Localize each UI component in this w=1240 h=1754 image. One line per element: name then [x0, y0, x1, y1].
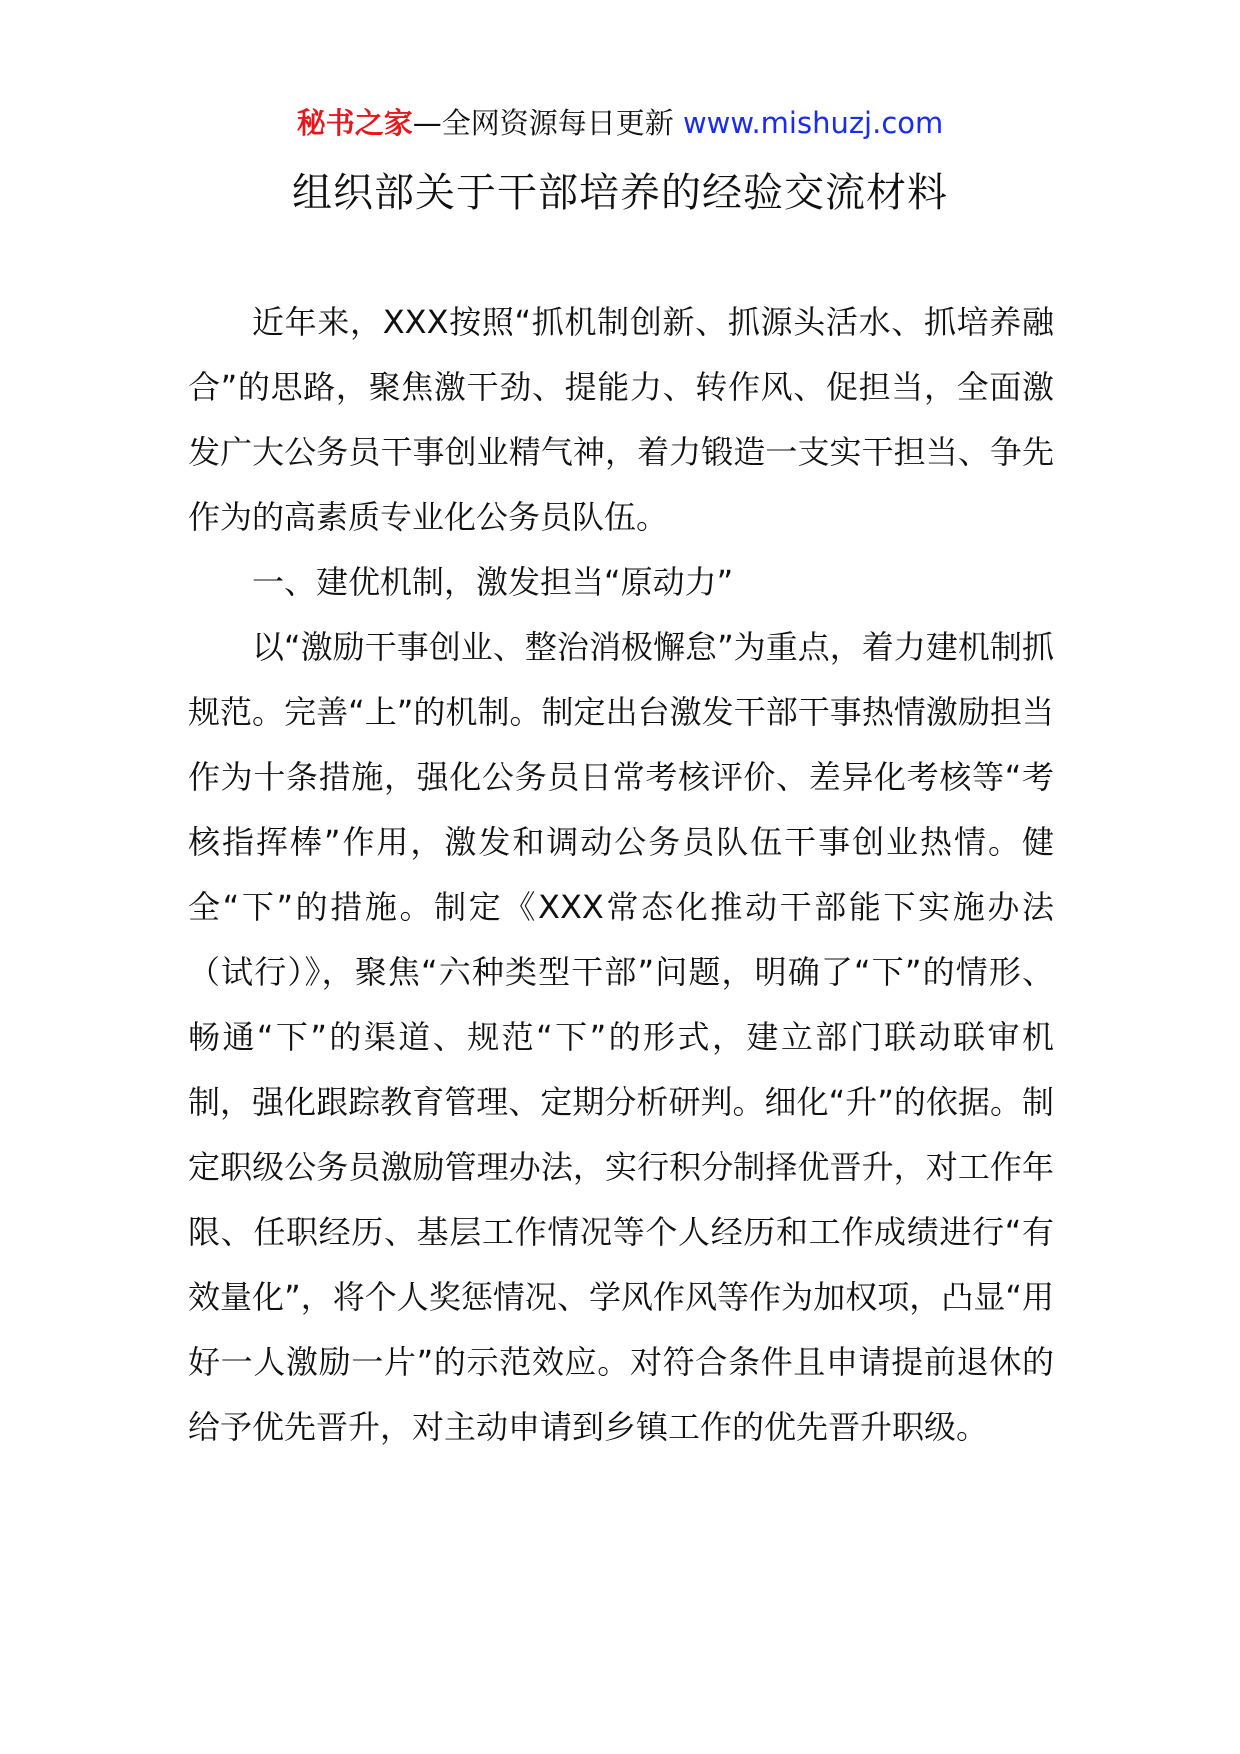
site-url-link[interactable]: www.mishuzj.com: [682, 106, 944, 140]
document-title: 组织部关于干部培养的经验交流材料: [292, 170, 948, 216]
section-1-paragraph: 以“激励干事创业、整治消极懈怠”为重点，着力建机制抓规范。完善“上”的机制。制定出台激发干部干事热情激励担当作为十条措施，强化公务员日常考核评价、差异化考核等“考核指挥棒”作用，激发和调动公务员队伍干事创业热情。健全“下”的措施。制定《XXX常态化推动干部能下实施办法（试行）》，聚焦“六种类型干部”问题，明确了“下”的情形、畅通“下”的渠道、规范“下”的形式，建立部门联动联审机制，强化跟踪教育管理、定期分析研判。细化“升”的依据。制定职级公务员激励管理办法，实行积分制择优晋升，对工作年限、任职经历、基层工作情况等个人经历和工作成绩进行“有效量化”，将个人奖惩情况、学风作风等作为加权项，凸显“用好一人激励一片”的示范效应。对符合条件且申请提前退休的给予优先晋升，对主动申请到乡镇工作的优先晋升职级。: [188, 628, 1054, 1446]
site-header: [0, 103, 1240, 143]
document-body: [188, 290, 1054, 1460]
brand-name: 秘书之家: [296, 106, 413, 140]
intro-paragraph: 近年来，XXX按照“抓机制创新、抓源头活水、抓培养融合”的思路，聚焦激干劲、提能力、转作风、促担当，全面激发广大公务员干事创业精气神，着力锻造一支实干担当、争先作为的高素质专业化公务员队伍。: [188, 303, 1054, 536]
section-heading-1: 一、建优机制，激发担当“原动力”: [252, 563, 734, 601]
site-tagline: —全网资源每日更新: [412, 106, 674, 140]
